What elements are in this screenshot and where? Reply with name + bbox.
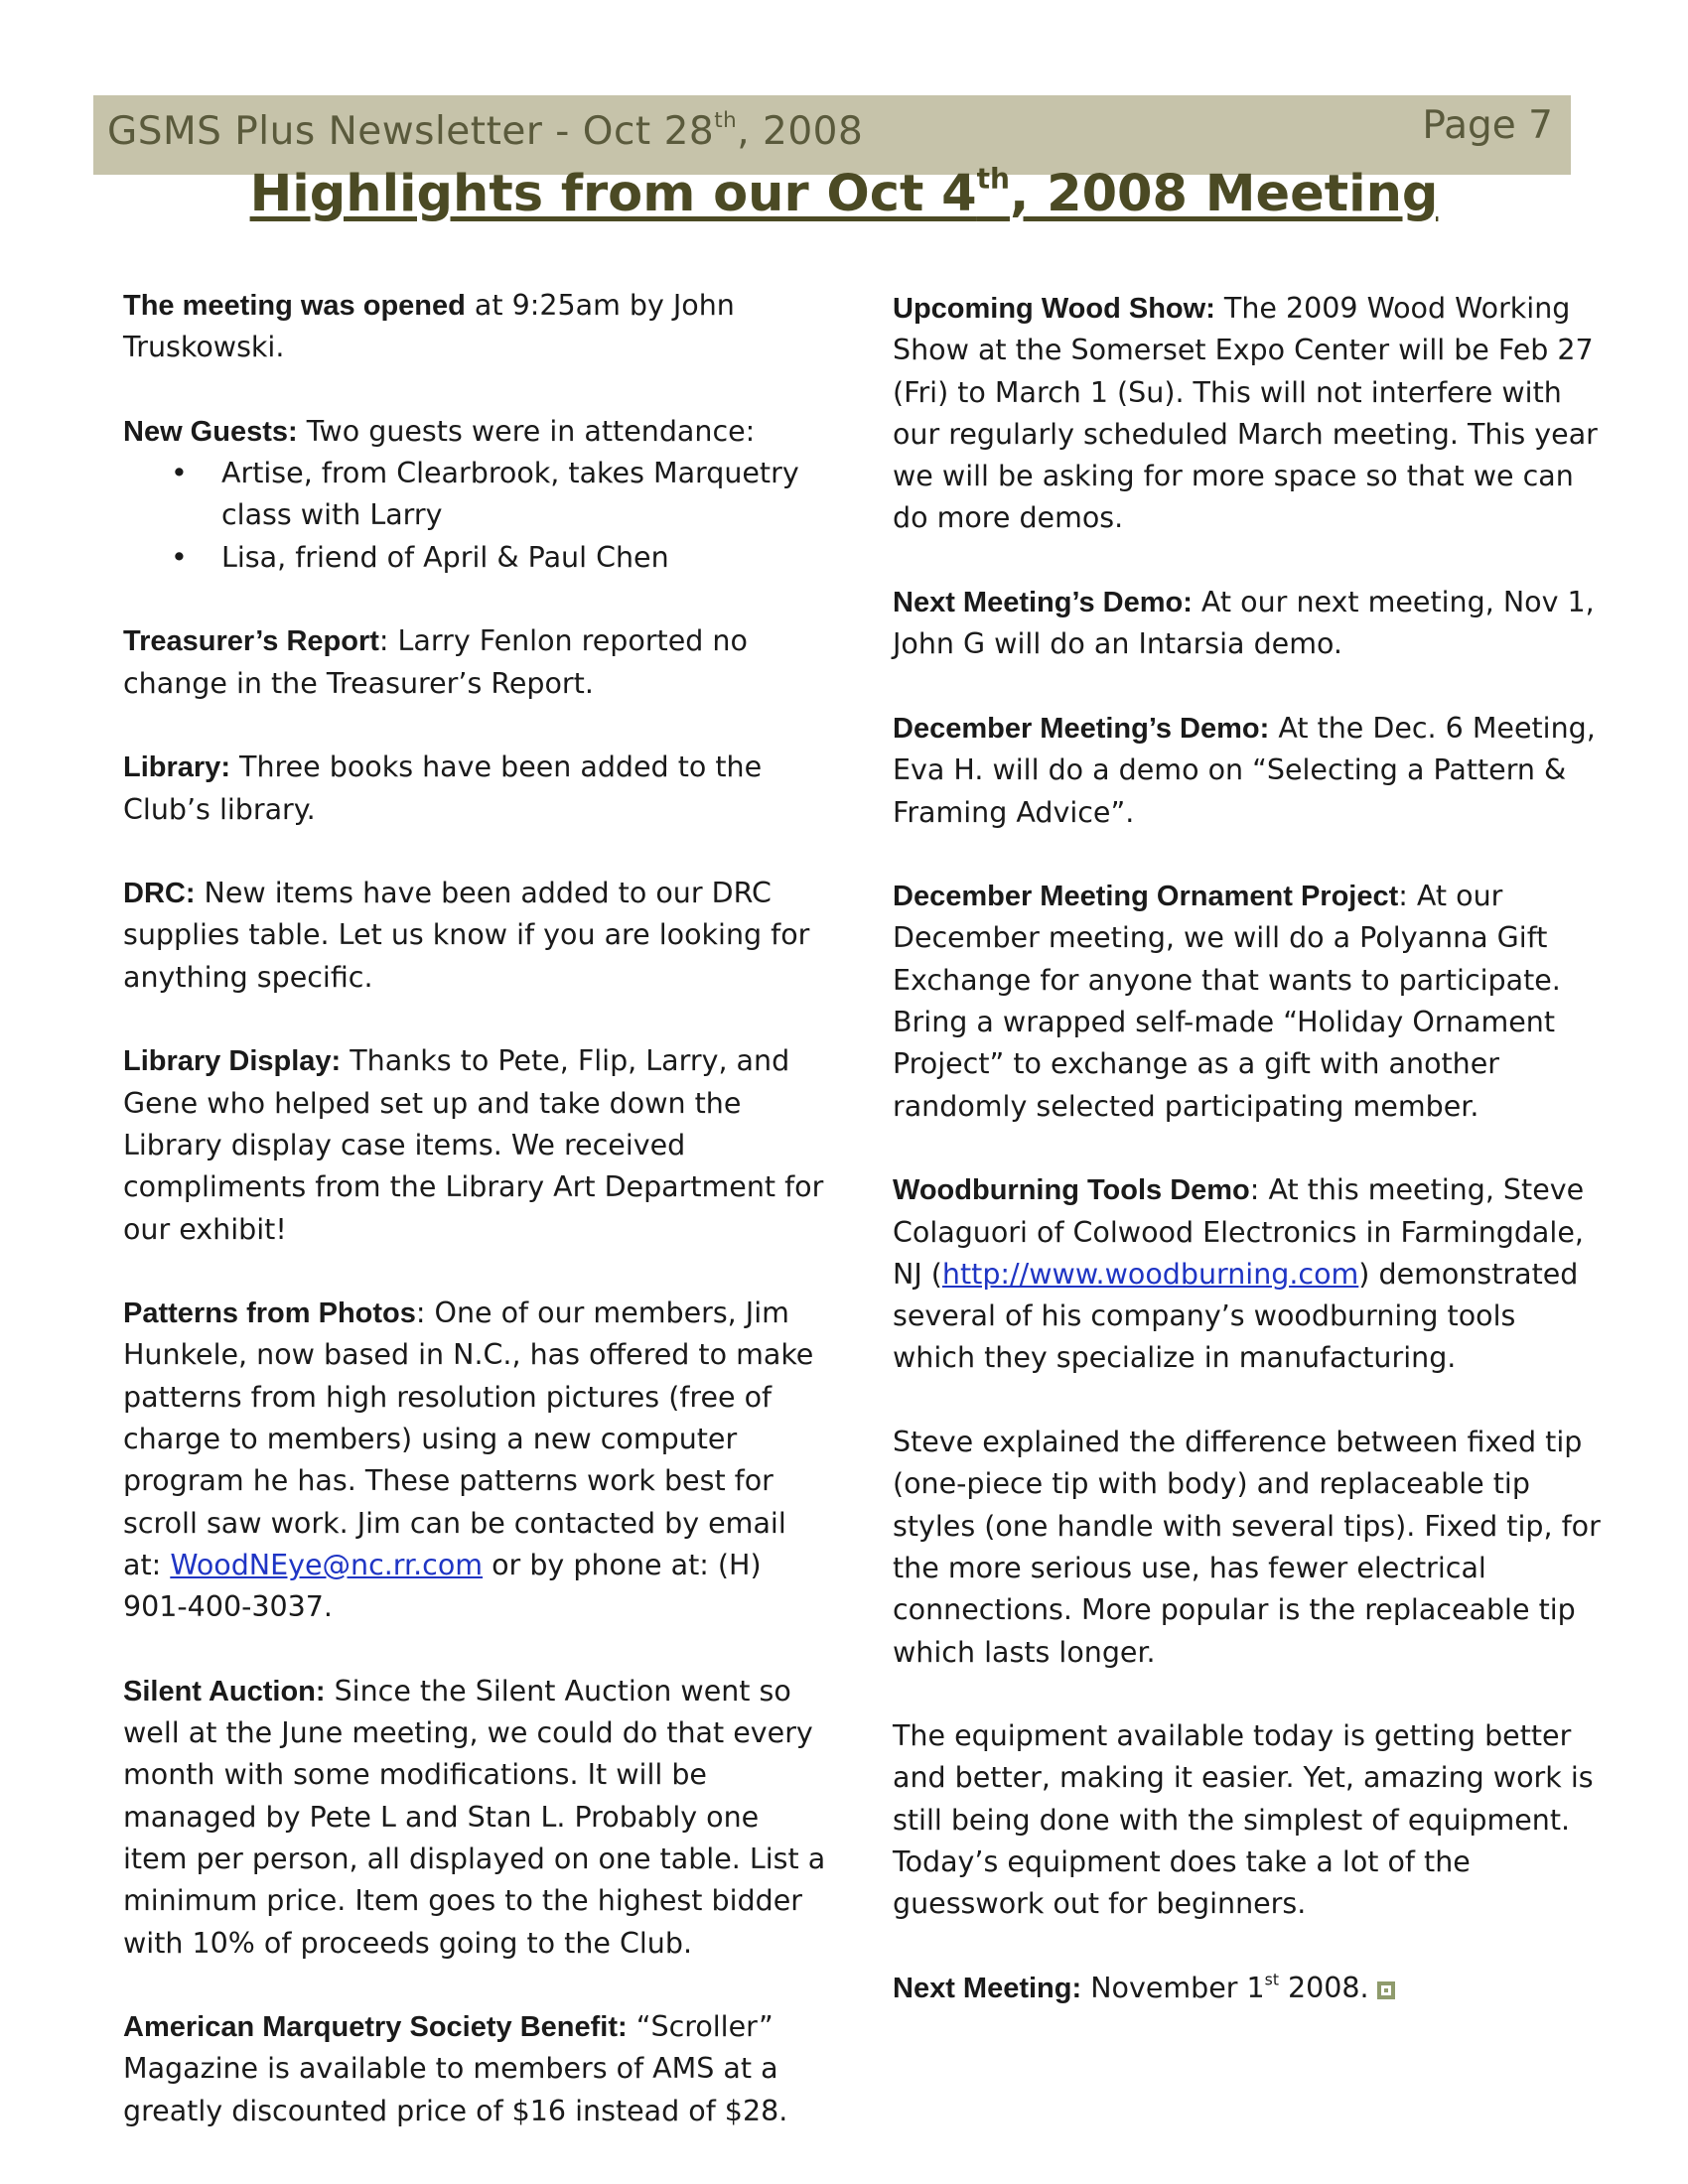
equipment-paragraph: The equipment available today is getting better and better, making it easier. Yet, amazing work is still being done with the simplest of equipment. Today’s equipment does take a lot of the guesswork out for beginners.	[893, 1719, 1594, 1921]
treasurer-report-paragraph: Treasurer’s Report: Larry Fenlon reported no change in the Treasurer’s Report.	[123, 624, 748, 700]
library-paragraph: Library: Three books have been added to the Club’s library.	[123, 751, 763, 826]
next-demo-paragraph: Next Meeting’s Demo: At our next meeting, Nov 1, John G will do an Intarsia demo.	[893, 586, 1595, 661]
new-guests-paragraph: New Guests: Two guests were in attendance: • Artise, from Clearbrook, takes Marquetry class with Larry • Lisa, friend of April & Paul Chen	[123, 411, 828, 579]
december-demo-paragraph: December Meeting’s Demo: At the Dec. 6 Meeting, Eva H. will do a demo on “Selecting a Pattern & Framing Advice”.	[893, 711, 1596, 829]
woodburning-url-link[interactable]: http://www.woodburning.com	[941, 1257, 1359, 1291]
page-number: Page 7	[1422, 103, 1553, 148]
right-column	[893, 288, 1603, 2009]
woodburning-demo-paragraph: Woodburning Tools Demo: At this meeting, Steve Colaguori of Colwood Electronics in Farmingdale, NJ (http://www.woodburning.com) demonstrated several of his company’s woodburning tools which they specialize in manufacturing.	[893, 1173, 1585, 1375]
silent-auction-paragraph: Silent Auction: Since the Silent Auction went so well at the June meeting, we could do that every month with some modifications. It will be managed by Pete L and Stan L. Probably one item per person, all displayed on one table. List a minimum price. Item goes to the highest bidder with 10% of proceeds going to the Club.	[123, 1674, 826, 1960]
newsletter-title: GSMS Plus Newsletter - Oct 28th, 2008	[107, 107, 864, 154]
drc-paragraph: DRC: New items have been added to our DRC supplies table. Let us know if you are looking for anything specific.	[123, 877, 810, 994]
newsletter-header	[93, 95, 1571, 175]
ornament-project-paragraph: December Meeting Ornament Project: At our December meeting, we will do a Polyanna Gift Exchange for anyone that wants to participate. Bring a wrapped self-made “Holiday Ornament Project” to exchange as a gift with another randomly selected participating member.	[893, 880, 1561, 1123]
list-item: • Artise, from Clearbrook, takes Marquetry class with Larry	[221, 453, 828, 537]
library-display-paragraph: Library Display: Thanks to Pete, Flip, Larry, and Gene who helped set up and take down the Library display case items. We received compliments from the Library Art Department for our exhibit!	[123, 1044, 824, 1246]
list-item: • Lisa, friend of April & Paul Chen	[221, 537, 828, 579]
next-meeting-paragraph: Next Meeting: November 1st 2008.	[893, 1968, 1603, 2009]
wood-show-paragraph: Upcoming Wood Show: The 2009 Wood Working Show at the Somerset Expo Center will be Feb 27 (Fri) to March 1 (Su). This will not interfere with our regularly scheduled March meeting. This year we will be asking for more space so that we can do more demos.	[893, 292, 1598, 535]
patterns-from-photos-paragraph: Patterns from Photos: One of our members, Jim Hunkele, now based in N.C., has offered to make patterns from high resolution pictures (free of charge to members) using a new computer program he has. These patterns work best for scroll saw work. Jim can be contacted by email at: WoodNEye@nc.rr.com or by phone at: (H) 901-400-3037.	[123, 1297, 814, 1624]
email-link[interactable]: WoodNEye@nc.rr.com	[170, 1548, 484, 1581]
guest-list	[123, 453, 828, 579]
tip-styles-paragraph: Steve explained the difference between fixed tip (one-piece tip with body) and replaceable tip styles (one handle with several tips). Fixed tip, for the more serious use, has fewer electrical connections. More popular is the replaceable tip which lasts longer.	[893, 1426, 1601, 1669]
left-column	[123, 285, 828, 2132]
end-of-article-icon	[1377, 1981, 1395, 1999]
page-title: Highlights from our Oct 4th, 2008 Meeting	[249, 162, 1439, 223]
meeting-opened-paragraph: The meeting was opened at 9:25am by John Truskowski.	[123, 289, 735, 364]
ams-benefit-paragraph: American Marquetry Society Benefit: “Scroller” Magazine is available to members of AMS at a greatly discounted price of $16 instead of $28.	[123, 2010, 788, 2127]
